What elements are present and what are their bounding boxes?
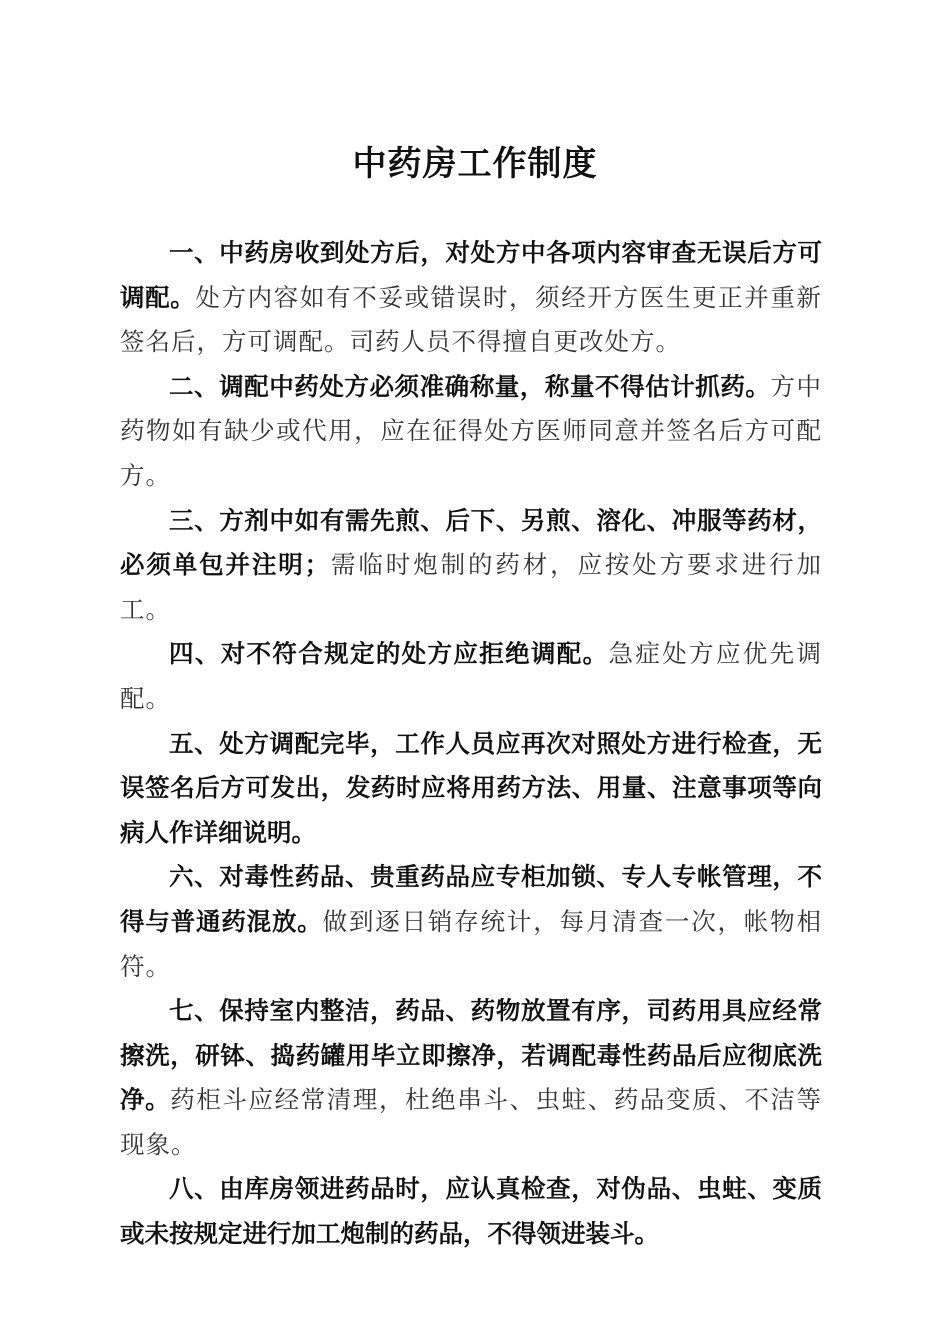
document-title: 中药房工作制度 xyxy=(352,144,598,184)
rule-paragraph-6 xyxy=(120,855,822,989)
rule-text-primary: 六、对毒性药品、贵重药品应专柜加锁、专人专帐管理，不得与普通药混放。 xyxy=(120,862,822,936)
rule-text-secondary: 处方内容如有不妥或错误时，须经开方医生更正并重新签名后，方可调配。司药人员不得擅自更改处方。 xyxy=(120,282,822,357)
rule-text-primary: 三、方剂中如有需先煎、后下、另煎、溶化、冲服等药材，必须单包并注明； xyxy=(120,505,822,580)
rule-text-primary: 四、对不符合规定的处方应拒绝调配。 xyxy=(169,639,609,669)
rule-paragraph-3 xyxy=(120,499,822,633)
rule-text-primary: 八、由库房领进药品时，应认真检查，对伪品、虫蛀、变质或未按规定进行加工炮制的药品，不得领进装斗。 xyxy=(120,1174,822,1249)
rule-paragraph-5 xyxy=(120,722,822,856)
rule-text-primary: 五、处方调配完毕，工作人员应再次对照处方进行检查，无误签名后方可发出，发药时应将用药方法、用量、注意事项等向病人作详细说明。 xyxy=(120,728,822,847)
rule-text-primary: 一、中药房收到处方后，对处方中各项内容审查无误后方可调配。 xyxy=(120,238,822,312)
rule-text-secondary: 需临时炮制的药材，应按处方要求进行加工。 xyxy=(120,550,823,624)
rule-text-secondary: 做到逐日销存统计，每月清查一次，帐物相符。 xyxy=(120,906,823,981)
rule-text-primary: 七、保持室内整洁，药品、药物放置有序，司药用具应经常擦洗，研钵、捣药罐用毕立即擦净，若调配毒性药品后应彻底洗净。 xyxy=(120,996,822,1115)
document-body xyxy=(120,231,822,1257)
rule-paragraph-1 xyxy=(120,231,822,365)
rule-paragraph-8 xyxy=(120,1167,822,1256)
rule-paragraph-4 xyxy=(120,632,822,721)
rule-paragraph-7 xyxy=(120,989,822,1167)
rule-paragraph-2 xyxy=(120,365,822,499)
rule-text-secondary: 急症处方应优先调配。 xyxy=(120,639,823,713)
rule-text-secondary: 药柜斗应经常清理，杜绝串斗、虫蛀、药品变质、不洁等现象。 xyxy=(120,1085,823,1159)
rule-text-primary: 二、调配中药处方必须准确称量，称量不得估计抓药。 xyxy=(169,371,771,401)
rule-text-secondary: 方中药物如有缺少或代用，应在征得处方医师同意并签名后方可配方。 xyxy=(120,371,822,490)
